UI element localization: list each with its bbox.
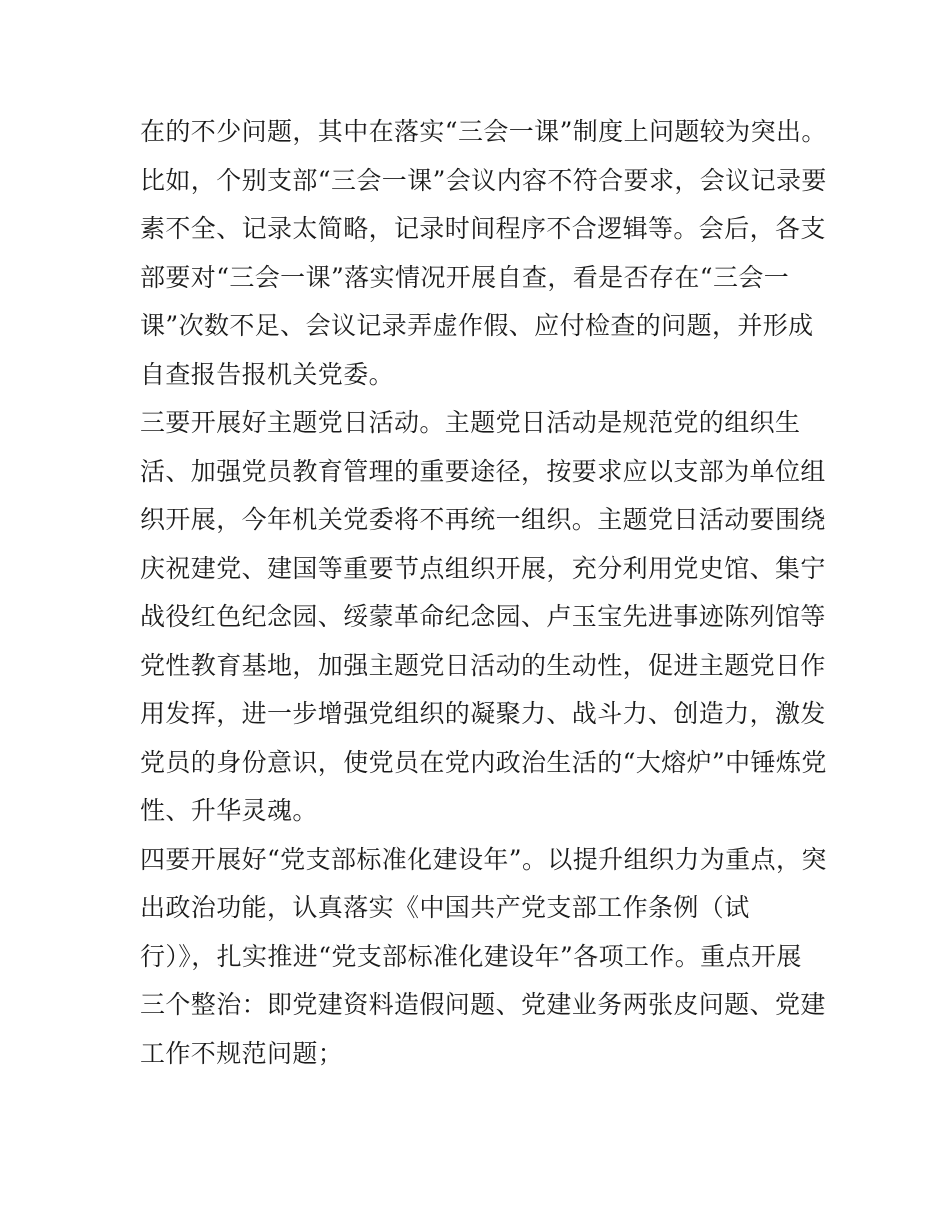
text-line: 比如，个别支部“三会一课”会议内容不符合要求，会议记录要 <box>140 165 827 195</box>
text-line: 四要开展好“党支部标准化建设年”。以提升组织力为重点，突 <box>140 844 827 874</box>
text-line: 自查报告报机关党委。 <box>140 359 395 389</box>
text-line: 在的不少问题，其中在落实“三会一课”制度上问题较为突出。 <box>140 117 827 146</box>
paragraph-branch-standardization-year <box>140 836 827 1079</box>
paragraph-theme-party-day <box>140 399 827 836</box>
document-body <box>140 108 827 1078</box>
text-line: 织开展，今年机关党委将不再统一组织。主题党日活动要围绕 <box>140 505 826 534</box>
text-line: 出政治功能，认真落实《中国共产党支部工作条例（试 <box>140 893 750 922</box>
text-line: 三要开展好主题党日活动。主题党日活动是规范党的组织生 <box>140 408 801 437</box>
text-line: 战役红色纪念园、绥蒙革命纪念园、卢玉宝先进事迹陈列馆等 <box>140 602 826 631</box>
text-line: 工作不规范问题； <box>140 1038 344 1068</box>
text-line: 党性教育基地，加强主题党日活动的生动性，促进主题党日作 <box>140 650 826 680</box>
text-line: 用发挥，进一步增强党组织的凝聚力、战斗力、创造力，激发 <box>140 699 826 728</box>
text-line: 性、升华灵魂。 <box>140 796 318 825</box>
text-line: 课”次数不足、会议记录弄虚作假、应付检查的问题，并形成 <box>140 311 814 340</box>
text-line: 庆祝建党、建国等重要节点组织开展，充分利用党史馆、集宁 <box>140 553 826 583</box>
text-line: 党员的身份意识，使党员在党内政治生活的“大熔炉”中锤炼党 <box>140 747 827 777</box>
paragraph-three-meetings-one-lesson <box>140 108 827 399</box>
text-line: 活、加强党员教育管理的重要途径，按要求应以支部为单位组 <box>140 456 826 486</box>
text-line: 行）》，扎实推进“党支部标准化建设年”各项工作。重点开展 <box>140 941 802 971</box>
text-line: 三个整治：即党建资料造假问题、党建业务两张皮问题、党建 <box>140 990 826 1019</box>
text-line: 部要对“三会一课”落实情况开展自查，看是否存在“三会一 <box>140 262 790 292</box>
text-line: 素不全、记录太简略，记录时间程序不合逻辑等。会后，各支 <box>140 214 826 243</box>
